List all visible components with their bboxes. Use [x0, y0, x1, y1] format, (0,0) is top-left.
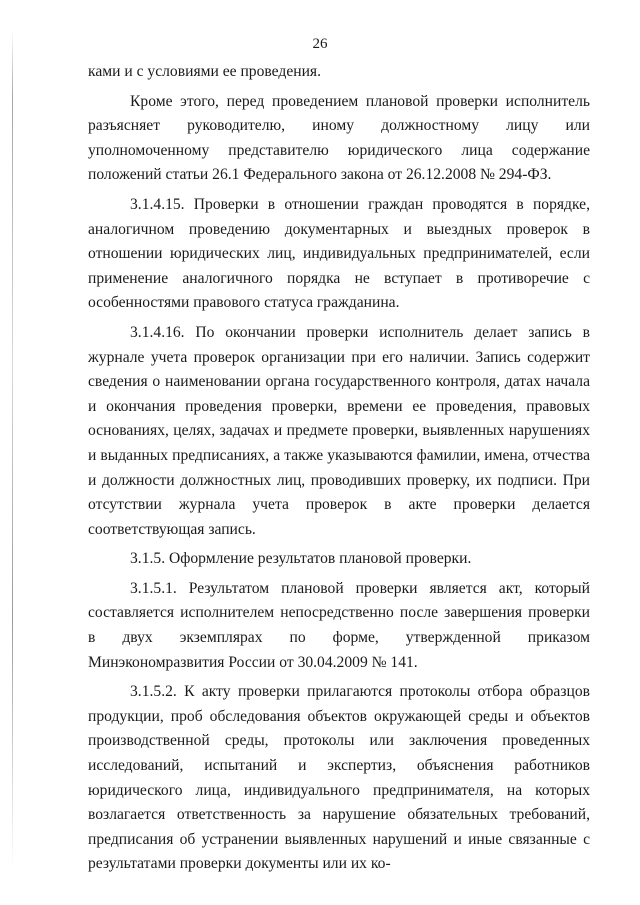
paragraph-3-1-4-16: 3.1.4.16. По окончании проверки исполнитель делает запись в журнале учета проверок организации при его наличии. Запись содержит сведения о наименовании органа государственного контроля, датах начала и окончания проведения проверки, времени ее проведения, правовых основаниях, целях, задачах и предмете проверки, выявленных нарушениях и выданных предписаниях, а также указываются фамилии, имена, отчества и должности должностных лиц, проводивших проверку, их подписи. При отсутствии журнала учета проверок в акте проверки делается соответствующая запись. — [88, 323, 590, 538]
paragraph-3-1-4-15: 3.1.4.15. Проверки в отношении граждан проводятся в порядке, аналогичном проведению документарных и выездных проверок в отношении юридических лиц, индивидуальных предпринимателей, если применение аналогичного порядка не вступает в противоречие с особенностями правового статуса гражданина. — [88, 195, 590, 312]
paragraph-3-1-5-2: 3.1.5.2. К акту проверки прилагаются протоколы отбора образцов продукции, проб обследования объектов окружающей среды и объектов производственной среды, протоколы или заключения проведенных исследований, испытаний и экспертиз, объяснения работников юридического лица, индивидуального предпринимателя, на которых возлагается ответственность за нарушение обязательных требований, предписания об устранении выявленных нарушений и иные связанные с результатами проверки документы или их ко- — [88, 683, 590, 873]
section-heading-3-1-5: 3.1.5. Оформление результатов плановой проверки. — [130, 550, 472, 568]
page-number: 26 — [312, 36, 328, 52]
scan-edge-line — [12, 30, 13, 870]
document-body — [88, 60, 590, 877]
paragraph-continuation: ками и с условиями ее проведения. — [88, 63, 322, 80]
paragraph-explanation: Кроме этого, перед проведением плановой проверки исполнитель разъясняет руководителю, иному должностному лицу или уполномоченному представителю юридического лица содержание положений статьи 26.1 Федерального закона от 26.12.2008 № 294-ФЗ. — [88, 92, 590, 184]
paragraph-3-1-5-1: 3.1.5.1. Результатом плановой проверки является акт, который составляется исполнителем непосредственно после завершения проверки в двух экземплярах по форме, утвержденной приказом Минэкономразвития России от 30.04.2009 № 141. — [88, 579, 590, 671]
